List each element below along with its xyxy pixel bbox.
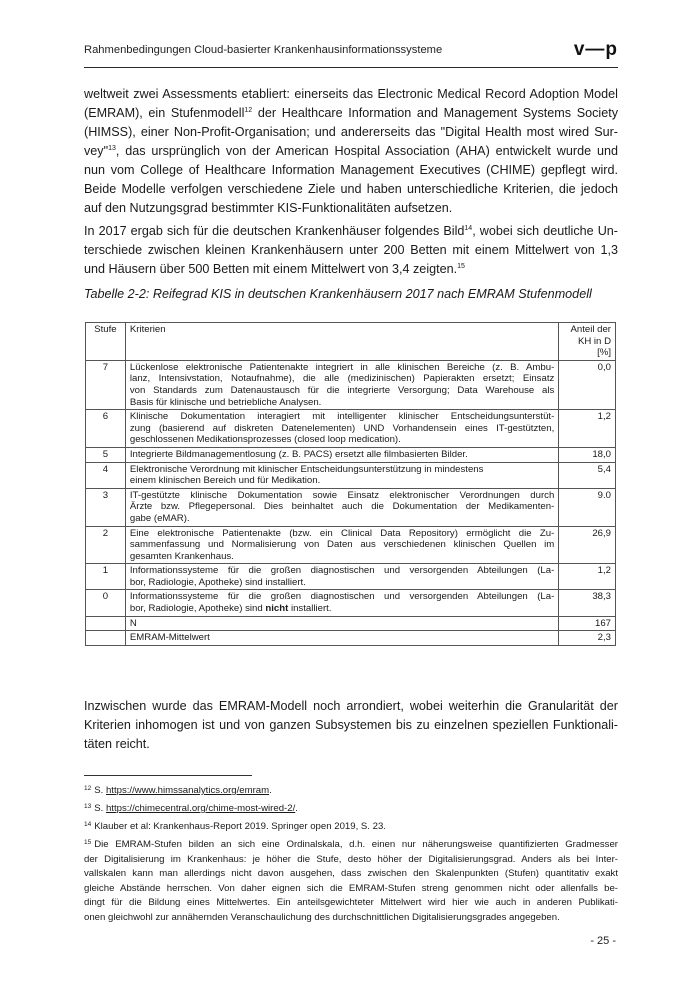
cell-kriterien: Eine elektronische Patientenakte (bzw. ein Clinical Data Repository) ermöglicht die Zu- sammenfassung und Normalisierung von Daten aus verschiedenen klinischen Quellen im gesamten Krankenhaus. [125,526,558,564]
text-line: terschiede zwischen kleinen Krankenhäusern unter 200 Betten mit einem Mittelwert von 1,3 [84,243,618,257]
header-rule [84,67,618,68]
publisher-logo: v—p [573,39,618,60]
cell-stufe: 2 [86,526,126,564]
cell-anteil: 5,4 [559,462,616,488]
footnote-ref-12[interactable]: 12 [244,107,253,114]
page-header [84,41,618,63]
text-line: Inzwischen wurde das EMRAM-Modell noch arrondiert, wobei weiterhin die Granularität der [84,699,618,713]
text-line: Kriterien inhomogen ist und von ganzen Subsystemen bis zu einzelnen speziellen Funktionali- [84,718,618,732]
footnote-12: $^{12}$ S. https://www.himssanalytics.org/emram. [84,785,272,796]
header-stufe: Stufe [86,323,126,361]
table-row [86,526,616,564]
table-header-row [86,323,616,361]
paragraph-assessments [84,85,618,218]
cell-empty [86,631,126,646]
link-himss[interactable]: https://www.himssanalytics.org/emram [105,785,270,796]
table-row [86,447,616,462]
footnote-14: $^{14}$ Klauber et al: Krankenhaus-Report 2019. Springer open 2019, S. 23. [84,821,386,832]
cell-kriterien: Informationssysteme für die großen diagnostischen und versorgenden Abteilungen (La- bor, Radiologie, Apotheke) sind nicht installiert. [125,590,558,616]
table-row [86,564,616,590]
cell-anteil: 9.0 [559,488,616,526]
cell-stufe: 5 [86,447,126,462]
paragraph-emram-update [84,697,618,754]
cell-n-label: N [125,616,558,631]
table-row [86,462,616,488]
cell-mean-value: 2,3 [559,631,616,646]
page-number: - 25 - [590,935,616,947]
cell-anteil: 0,0 [559,360,616,409]
emphasis-nicht: nicht [265,603,289,615]
footnote-separator [84,775,252,776]
cell-empty [86,616,126,631]
cell-kriterien: IT-gestützte klinische Dokumentation sowie Einsatz elektronischer Verordnungen durch Ärzte bzw. Pflegepersonal. Dies beinhaltet auch die Dokumentation der Medikamenten- gabe (eMAR). [125,488,558,526]
table-row [86,590,616,616]
cell-kriterien: Informationssysteme für die großen diagnostischen und versorgenden Abteilungen (La- bor, Radiologie, Apotheke) sind installiert. [125,564,558,590]
cell-mean-label: EMRAM-Mittelwert [125,631,558,646]
text-line: nun vom College of Healthcare Information Management Executives (CHIME) gepflegt wird. [84,163,618,177]
table-row-mean [86,631,616,646]
footnote-ref-13[interactable]: 13 [108,145,116,152]
header-anteil: Anteil der KH in D [%] [559,323,616,361]
footnote-ref-15[interactable]: 15 [457,263,465,270]
link-chime[interactable]: https://chimecentral.org/chime-most-wired-2/ [105,803,296,814]
cell-stufe: 0 [86,590,126,616]
table-row [86,360,616,409]
table-row [86,410,616,448]
cell-kriterien: Klinische Dokumentation interagiert mit intelligenter klinischer Entscheidungsunterstüt- zung (basierend auf diskreten Datenelementen) UND Vorhandensein eines IT-gestützten, geschlossenen Medikationsprozesses (closed loop medication). [125,410,558,448]
footnote-15: $^{15}$ Die EMRAM-Stufen bilden an sich eine Ordinalskala, d.h. einen nur näherungsweise quantifizierten Gradmesser der Digitalisierung im Krankenhaus: je höher die Stufe, desto höher der Digitalisierungsgrad. Anders als bei Inter- vallskalen kann man allerdings nicht davon ausgehen, dass zwischen den Skalenpunkten (Stufen) quantitativ exakt gleiche Abstände herrschen. Von daher eignen sich die EMRAM-Stufen streng genommen nicht oder allenfalls be- dingt für die Bildung eines Mittelwertes. Ein anteilsgewichteter Mittelwert wird hier wie auch in anderen Publikati- onen gleichwohl zur annähernden Veranschaulichung des durchschnittlichen Digitalisierungsgrades angegeben. [84,839,618,923]
header-title: Rahmenbedingungen Cloud-basierter Krankenhausinformationssysteme [84,44,443,56]
cell-stufe: 3 [86,488,126,526]
table-row-n [86,616,616,631]
cell-stufe: 7 [86,360,126,409]
cell-anteil: 26,9 [559,526,616,564]
cell-kriterien: Elektronische Verordnung mit klinischer Entscheidungsunterstützung in mindestens einem klinischen Bereich und für Medikation. [125,462,558,488]
header-kriterien: Kriterien [125,323,558,361]
footnote-13: $^{13}$ S. https://chimecentral.org/chime-most-wired-2/. [84,803,298,814]
paragraph-2017-results [84,222,618,279]
cell-kriterien: Integrierte Bildmanagementlosung (z. B. PACS) ersetzt alle filmbasierten Bilder. [125,447,558,462]
text-line: Beide Modelle verfolgen verschiedene Ziele und haben unterschiedliche Kriterien, die jedoch [84,182,618,196]
table-row [86,488,616,526]
text-line: und Häusern über 500 Betten mit einem Mittelwert von 3,4 zeigten.$^{15}$ [84,262,465,276]
cell-anteil: 1,2 [559,564,616,590]
cell-kriterien: Lückenlose elektronische Patientenakte integriert in alle klinischen Bereiche (z. B. Ambu- lanz, Intensivstation, Notaufnahme), die alle (medizinischen) Papierakten ersetzt; Einsatz von Standards zum Datenaustausch für die integrierte Versorgung; Data Warehouse als Basis für klinische und betriebliche Analysen. [125,360,558,409]
cell-stufe: 6 [86,410,126,448]
cell-anteil: 18,0 [559,447,616,462]
cell-n-value: 167 [559,616,616,631]
text-line: (HIMSS), einer Non-Profit-Organisation; und andererseits das "Digital Health most wired Sur- [84,125,618,139]
text-line: In 2017 ergab sich für die deutschen Krankenhäuser folgendes Bild$^{14}$, wobei sich deutliche Un- [84,224,618,238]
text-line: weltweit zwei Assessments etabliert: einerseits das Electronic Medical Record Adoption Model [84,87,618,101]
cell-stufe: 1 [86,564,126,590]
cell-stufe: 4 [86,462,126,488]
text-line: täten reicht. [84,737,150,751]
table-caption: Tabelle 2-2: Reifegrad KIS in deutschen Krankenhäusern 2017 nach EMRAM Stufenmodell [84,287,592,301]
text-line: auf den Nutzungsgrad bestimmter KIS-Funktionalitäten aufsetzen. [84,201,453,215]
text-line: (EMRAM), ein Stufenmodell$^{12}$ der Healthcare Information and Management Systems Society [84,106,619,120]
emram-table [85,322,616,646]
text-line: vey"$^{13}$, das ursprünglich von der American Hospital Association (AHA) entwickelt wurde und [84,144,618,158]
footnote-ref-14[interactable]: 14 [464,225,473,232]
cell-anteil: 1,2 [559,410,616,448]
cell-anteil: 38,3 [559,590,616,616]
